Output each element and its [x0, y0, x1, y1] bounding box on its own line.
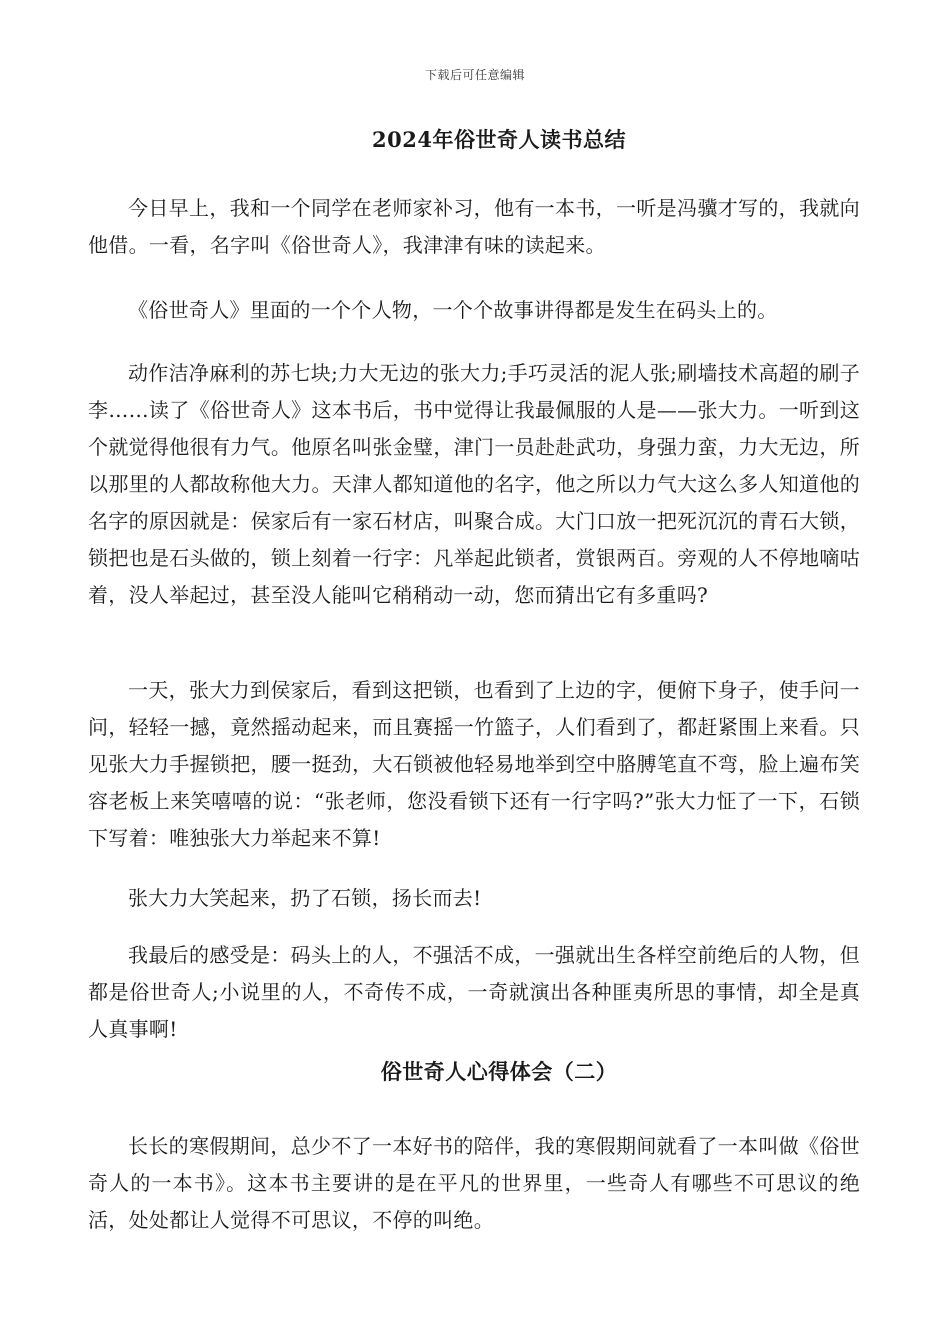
paragraph: 张大力大笑起来，扔了石锁，扬长而去! — [128, 886, 482, 910]
paragraph: 长长的寒假期间，总少不了一本好书的陪伴，我的寒假期间就看了一本叫做《俗世奇人的一本书》。这本书主要讲的是在平凡的世界里，一些奇人有哪些不可思议的绝活，处处都让人觉得不可思议，不停的叫绝。 — [88, 1134, 860, 1232]
paragraph: 一天，张大力到侯家后，看到这把锁，也看到了上边的字，便俯下身子，使手问一问，轻轻一撼，竟然摇动起来，而且赛摇一竹篮子，人们看到了，都赶紧围上来看。只见张大力手握锁把，腰一挺劲，大石锁被他轻易地举到空中胳膊笔直不弯，脸上遍布笑容老板上来笑嘻嘻的说：“张老师，您没看锁下还有一行字吗?”张大力怔了一下，石锁下写着：唯独张大力举起来不算! — [88, 678, 860, 850]
section-title: 俗世奇人心得体会（二） — [380, 1059, 618, 1084]
paragraph: 今日早上，我和一个同学在老师家补习，他有一本书，一听是冯骥才写的，我就向他借。一看，名字叫《俗世奇人》，我津津有味的读起来。 — [88, 196, 860, 257]
header-note: 下载后可任意编辑 — [424, 68, 525, 82]
paragraph: 《俗世奇人》里面的一个个人物，一个个故事讲得都是发生在码头上的。 — [128, 298, 778, 322]
paragraph: 动作洁净麻利的苏七块;力大无边的张大力;手巧灵活的泥人张;刷墙技术高超的刷子李……读了《俗世奇人》这本书后，书中觉得让我最佩服的人是——张大力。一听到这个就觉得他很有力气。他原名叫张金璧，津门一员赴赴武功，身强力蛮，力大无边，所以那里的人都故称他大力。天津人都知道他的名字，他之所以力气大这么多人知道他的名字的原因就是：侯家后有一家石材店，叫聚合成。大门口放一把死沉沉的青石大锁，锁把也是石头做的，锁上刻着一行字：凡举起此锁者，赏银两百。旁观的人不停地嘀咕着，没人举起过，甚至没人能叫它稍稍动一动，您而猜出它有多重吗? — [88, 361, 860, 607]
document-title: 2024年俗世奇人读书总结 — [372, 127, 626, 152]
paragraph: 我最后的感受是：码头上的人，不强活不成，一强就出生各样空前绝后的人物，但都是俗世奇人;小说里的人，不奇传不成，一奇就演出各种匪夷所思的事情，却全是真人真事啊! — [88, 943, 860, 1041]
